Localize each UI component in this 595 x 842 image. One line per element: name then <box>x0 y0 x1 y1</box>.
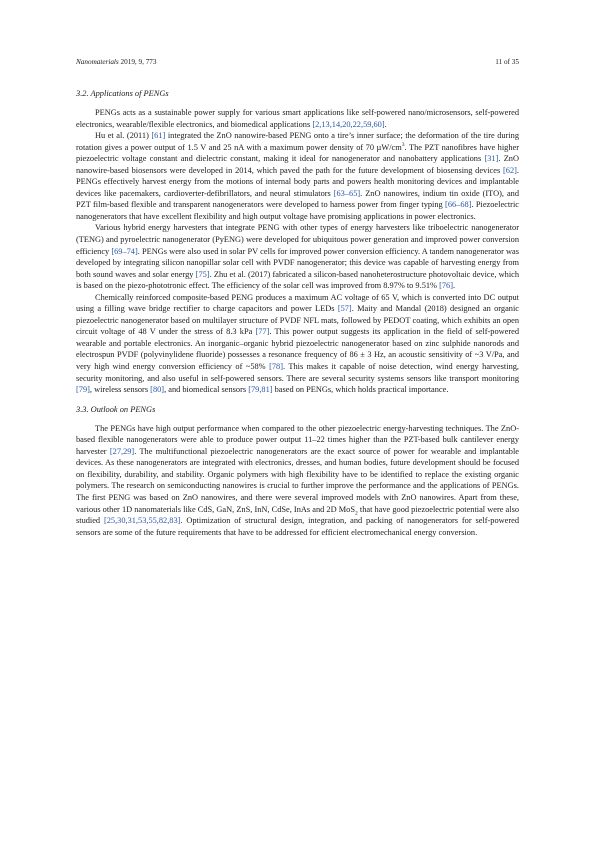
journal-name: Nanomaterials <box>76 58 119 66</box>
citation-link[interactable]: [78] <box>269 362 283 372</box>
paragraph: Chemically reinforced composite-based PENG produces a maximum AC voltage of 65 V, which is converted into DC output using a filling wave bridge rectifier to charge capacitors and power LEDs [57]. Maity and Mandal (2018) designed an organic piezoelectric nanogenerator based on multilayer structure of PVDF NFL mats, followed by PEDOT coating, which exhibits an open circuit voltage of 48 V under the stress of 8.3 kPa [77]. This power output suggests its application in the field of self-powered wearable and portable electronics. An inorganic–organic hybrid piezoelectric nanogenerator based on zinc sulphide nanorods and electrospun PVDF (polyvinylidene fluoride) possesses a resonance frequency of 86 ± 3 Hz, an acoustic sensitivity of ~3 V/Pa, and very high wind energy conversion efficiency of ~58% [78]. This makes it capable of noise detection, wind energy harvesting, security monitoring, and also useful in self-powered sensors. There are several security systems sensors like transport monitoring [79], wireless sensors [80], and biomedical sensors [79,81] based on PENGs, which holds practical importance. <box>76 292 519 395</box>
citation-link[interactable]: [27,29] <box>109 446 135 456</box>
citation-link[interactable]: [25,30,31,53,55,82,83] <box>103 516 181 526</box>
journal-year-volume: 2019, 9, 773 <box>118 58 157 66</box>
subscript: 2 <box>354 510 358 517</box>
citation-link[interactable]: [79,81] <box>248 385 273 395</box>
section-heading: 3.3. Outlook on PENGs <box>76 404 156 414</box>
journal-citation <box>76 58 156 66</box>
citation-link[interactable]: [62] <box>503 165 517 175</box>
citation-link[interactable]: [31] <box>484 154 499 164</box>
article-body <box>76 88 519 538</box>
running-header <box>76 58 519 70</box>
paragraph: PENGs acts as a sustainable power supply for various smart applications like self-powered nano/microsensors, self-powered electronics, wearable/flexible electronics, and biomedical applications [2,13,14,20,22,59,60]. <box>76 108 519 129</box>
page-number: 11 of 35 <box>495 58 519 66</box>
citation-link[interactable]: [63–65] <box>333 188 361 198</box>
citation-link[interactable]: [66–68] <box>445 200 472 210</box>
citation-link[interactable]: [80] <box>150 385 165 395</box>
section-heading: 3.2. Applications of PENGs <box>76 89 169 98</box>
section-outlook <box>76 404 519 538</box>
citation-link[interactable]: [69–74] <box>111 246 138 256</box>
citation-link[interactable]: [76] <box>439 281 453 291</box>
citation-link[interactable]: [79] <box>76 385 90 395</box>
paragraph: The PENGs have high output performance when compared to the other piezoelectric energy-harvesting techniques. The ZnO-based flexible nanogenerators were able to produce power output 11–22 times higher than the PZT-based bulk cantilever energy harvester [27,29]. The multifunctional piezoelectric nanogenerators are the exact source of power for wearable and implantable devices. As these nanogenerators are integrated with electronics, dresses, and human bodies, future development should be focused on flexibility, durability, and stability. Organic polymers with high flexibility have to be identified to replace the existing organic polymers. The research on semiconducting nanowires is crucial to further improve the performance and the applications of PENGs. The first PENG was based on ZnO nanowires, and there were several improved models with ZnO nanowires. Apart from these, various other 1D nanomaterials like CdS, GaN, ZnS, InN, CdSe, InAs and 2D MoS$_2$ that have good piezoelectric potential were also studied [25,30,31,53,55,82,83]. Optimization of structural design, integration, and packing of nanogenerators for self-powered sensors are some of the future requirements that have to be addressed for efficient electromechanical energy conversion. <box>76 423 519 537</box>
citation-link[interactable]: [57] <box>337 304 352 314</box>
section-applications <box>76 88 519 396</box>
superscript: 3 <box>401 141 405 148</box>
paragraph: Various hybrid energy harvesters that integrate PENG with other types of energy harvesters like triboelectric nanogenerator (TENG) and pyroelectric nanogenerator (PyENG) were developed for ubiquitous power generation and improved power conversion efficiency [69–74]. PENGs were also used in solar PV cells for improved power conversion efficiency. A tandem nanogenerator was developed by integrating silicon nanopillar solar cell with PVDF nanogenerator; this device was capable of harvesting energy from both sound waves and solar energy [75]. Zhu et al. (2017) fabricated a silicon-based nanoheterostructure photovoltaic device, which is based on the piezo-phototronic effect. The efficiency of the solar cell was improved from 8.97% to 9.51% [76]. <box>76 223 520 291</box>
citation-link[interactable]: [75] <box>195 269 210 279</box>
citation-link[interactable]: [61] <box>151 131 166 141</box>
citation-link[interactable]: [2,13,14,20,22,59,60] <box>312 119 385 129</box>
citation-link[interactable]: [77] <box>255 327 270 337</box>
paragraph: Hu et al. (2011) [61] integrated the ZnO nanowire-based PENG onto a tire’s inner surface; the deformation of the tire during rotation gives a power output of 1.5 V and 25 nA with a maximum power density of 70 $\mu W/cm^3$. The PZT nanofibres have higher piezoelectric voltage constant and dielectric constant, making it ideal for nanogenerator and nanobattery applications [31]. ZnO nanowire-based biosensors were developed in 2014, which paved the path for the future development of biosensing devices [62]. PENGs effectively harvest energy from the motions of internal body parts and powers health monitoring devices and implantable devices like pacemakers, cardioverter-defibrillators, and neural stimulators [63–65]. ZnO nanowires, indium tin oxide (ITO), and PZT film-based flexible and transparent nanogenerators were developed to harness power from finger typing [66–68]. Piezoelectric nanogenerators that have excellent flexibility and high output voltage have promising applications in power electronics. <box>76 131 520 221</box>
